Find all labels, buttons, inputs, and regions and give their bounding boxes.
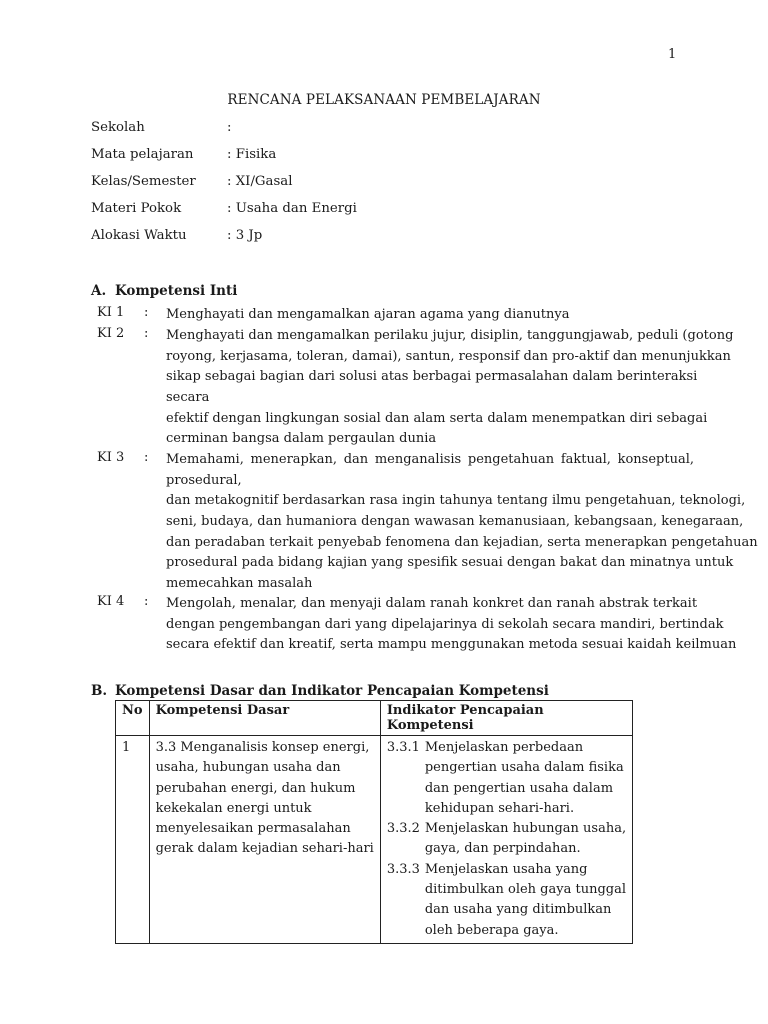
section-letter: A. <box>91 283 107 299</box>
document-title: RENCANA PELAKSANAAN PEMBELAJARAN <box>227 92 541 108</box>
ki-colon: : <box>144 594 149 609</box>
indicator-line: dan pengertian usaha dalam <box>424 780 614 796</box>
identity-row-class <box>91 172 292 192</box>
indicator-line: Menjelaskan hubungan usaha, <box>424 821 627 837</box>
section-title: Kompetensi Inti <box>115 283 238 299</box>
ki-code: KI 2 <box>97 326 125 341</box>
ki-text <box>166 305 694 326</box>
indicator-item <box>387 738 626 819</box>
header-no: No <box>116 701 150 736</box>
ki-code: KI 4 <box>97 594 125 609</box>
ki-colon: : <box>144 450 149 465</box>
ki-line: seni, budaya, dan humaniora dengan wawasan kemanusiaan, kebangsaan, kenegaraan, <box>166 514 744 530</box>
ki-line: prosedural pada bidang kajian yang spesifik sesuai dengan bakat dan minatnya untuk <box>166 555 734 571</box>
indicator-line: Menjelaskan usaha yang <box>424 861 588 877</box>
ki-line: secara efektif dan kreatif, serta mampu menggunakan metoda sesuai kaidah keilmuan <box>166 637 737 653</box>
ki-code: KI 1 <box>97 305 125 320</box>
header-kompetensi-dasar: Kompetensi Dasar <box>149 701 380 736</box>
section-a-heading <box>91 283 237 299</box>
indicator-line: Menjelaskan perbedaan <box>424 740 584 755</box>
ki-line: memecahkan masalah <box>166 576 313 592</box>
section-b-heading <box>91 683 549 699</box>
identity-value: : Fisika <box>227 147 276 162</box>
ki-text <box>166 594 737 656</box>
competency-table <box>115 700 633 944</box>
identity-row-school <box>91 118 231 138</box>
kd-line: 3.3 Menganalisis konsep energi, <box>155 740 370 755</box>
cell-kompetensi-dasar <box>149 736 380 944</box>
indicator-line: oleh beberapa gaya. <box>424 922 559 938</box>
identity-value: : 3 Jp <box>227 228 262 243</box>
identity-row-topic <box>91 199 357 219</box>
header-indikator: Indikator Pencapaian Kompetensi <box>380 701 632 736</box>
ki-line: prosedural, <box>166 472 242 488</box>
identity-value: : XI/Gasal <box>227 174 292 189</box>
indicator-code: 3.3.2 <box>386 821 420 837</box>
ki-line: dengan pengembangan dari yang dipelajarinya di sekolah secara mandiri, bertindak <box>166 616 724 632</box>
page-number: 1 <box>668 47 677 62</box>
indicator-text <box>425 738 624 819</box>
ki-line: dan metakognitif berdasarkan rasa ingin tahunya tentang ilmu pengetahuan, teknologi, <box>166 493 746 509</box>
ki-line: Menghayati dan mengamalkan perilaku jujur, disiplin, tanggungjawab, peduli (gotong <box>166 328 734 343</box>
ki-line: sikap sebagai bagian dari solusi atas berbagai permasalahan dalam berinteraksi <box>166 369 698 385</box>
ki-line: cerminan bangsa dalam pergaulan dunia <box>166 431 437 447</box>
kd-line: kekekalan energi untuk <box>155 800 312 816</box>
indicator-line: dan usaha yang ditimbulkan <box>424 902 612 918</box>
row-number: 1 <box>122 740 131 755</box>
kd-line: perubahan energi, dan hukum <box>155 780 356 796</box>
indicator-code: 3.3.3 <box>386 861 420 877</box>
ki-line: royong, kerjasama, toleran, damai), santun, responsif dan pro-aktif dan menunjukkan <box>166 348 731 364</box>
section-title: Kompetensi Dasar dan Indikator Pencapaian Kompetensi <box>115 683 549 699</box>
indicator-text <box>425 819 626 860</box>
ki-code: KI 3 <box>97 450 125 465</box>
indicator-item <box>387 860 626 941</box>
indicator-code: 3.3.1 <box>386 740 420 755</box>
table-header-row <box>116 701 633 736</box>
identity-row-time <box>91 226 262 246</box>
indicator-text <box>425 860 626 941</box>
ki-colon: : <box>144 326 149 341</box>
indicator-item <box>387 819 626 860</box>
identity-value <box>227 120 231 135</box>
ki-line: Memahami, menerapkan, dan menganalisis pengetahuan faktual, konseptual, <box>166 452 694 467</box>
ki-line: Menghayati dan mengamalkan ajaran agama yang dianutnya <box>166 307 570 322</box>
cell-no <box>116 736 150 944</box>
ki-colon: : <box>144 305 149 320</box>
identity-label: Sekolah <box>91 120 145 135</box>
ki-line: Mengolah, menalar, dan menyaji dalam ranah konkret dan ranah abstrak terkait <box>166 596 698 611</box>
ki-text <box>166 326 734 450</box>
identity-label: Materi Pokok <box>91 201 182 216</box>
indicator-line: ditimbulkan oleh gaya tunggal <box>424 882 627 898</box>
ki-text <box>166 450 758 595</box>
ki-line: efektif dengan lingkungan sosial dan alam serta dalam menempatkan diri sebagai <box>166 410 708 426</box>
kd-line: usaha, hubungan usaha dan <box>155 760 341 776</box>
indicator-line: kehidupan sehari-hari. <box>424 800 575 816</box>
identity-label: Alokasi Waktu <box>91 228 187 243</box>
identity-row-subject <box>91 145 276 165</box>
kd-line: menyelesaikan permasalahan <box>155 821 351 837</box>
ki-line: secara <box>166 390 210 406</box>
table-row <box>116 736 633 944</box>
section-letter: B. <box>91 683 108 699</box>
identity-value: : Usaha dan Energi <box>227 201 357 216</box>
ki-line: dan peradaban terkait penyebab fenomena dan kejadian, serta menerapkan pengetahuan <box>166 534 758 550</box>
identity-label: Mata pelajaran <box>91 147 194 162</box>
indicator-line: pengertian usaha dalam fisika <box>424 760 624 776</box>
indicator-line: gaya, dan perpindahan. <box>424 841 581 857</box>
cell-indikator <box>380 736 632 944</box>
identity-label: Kelas/Semester <box>91 174 196 189</box>
kd-line: gerak dalam kejadian sehari-hari <box>155 841 374 857</box>
